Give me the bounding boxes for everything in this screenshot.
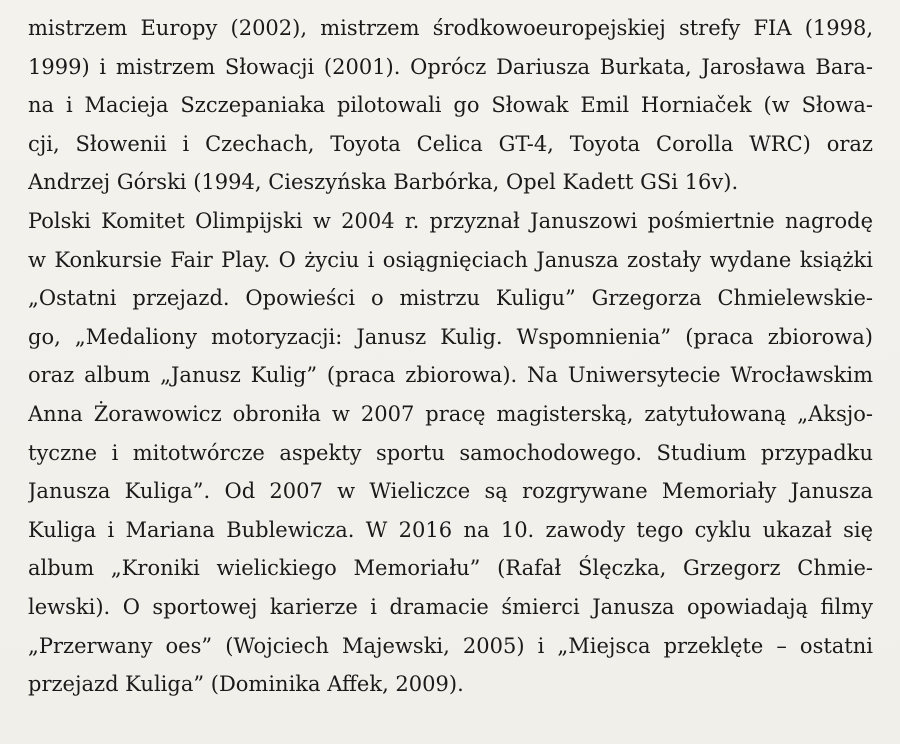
body-text: [28, 9, 873, 704]
text-line: tyczne i mitotwórcze aspekty sportu samochodowego. Studium przypadku: [28, 440, 873, 465]
text-line: na i Macieja Szczepaniaka pilotowali go Słowak Emil Horniaček (w Słowa-: [28, 93, 873, 118]
text-line: Andrzej Górski (1994, Cieszyńska Barbórka, Opel Kadett GSi 16v).: [28, 170, 739, 195]
text-line: „Ostatni przejazd. Opowieści o mistrzu Kuligu” Grzegorza Chmielewskie-: [28, 286, 873, 311]
text-line: mistrzem Europy (2002), mistrzem środkowoeuropejskiej strefy FIA (1998,: [28, 16, 873, 40]
text-line: cji, Słowenii i Czechach, Toyota Celica GT-4, Toyota Corolla WRC) oraz: [28, 131, 873, 156]
text-line: lewski). O sportowej karierze i dramacie śmierci Janusza opowiadają filmy: [28, 594, 873, 619]
text-line: „Przerwany oes” (Wojciech Majewski, 2005) i „Miejsca przeklęte – ostatni: [28, 633, 873, 658]
text-line: go, „Medaliony motoryzacji: Janusz Kulig. Wspomnienia” (praca zbiorowa): [28, 324, 873, 349]
text-line: Anna Żorawowicz obroniła w 2007 pracę magisterską, zatytułowaną „Aksjo-: [28, 401, 873, 426]
text-line: album „Kroniki wielickiego Memoriału” (Rafał Ślęczka, Grzegorz Chmie-: [28, 556, 873, 581]
text-line: 1999) i mistrzem Słowacji (2001). Oprócz Dariusza Burkata, Jarosława Bara-: [28, 54, 873, 79]
text-line: Kuliga i Mariana Bublewicza. W 2016 na 10. zawody tego cyklu ukazał się: [28, 517, 873, 542]
text-line: przejazd Kuliga” (Dominika Affek, 2009).: [28, 672, 464, 697]
text-line: Janusza Kuliga”. Od 2007 w Wieliczce są rozgrywane Memoriały Janusza: [28, 479, 873, 504]
text-line: oraz album „Janusz Kulig” (praca zbiorowa). Na Uniwersytecie Wrocławskim: [28, 363, 873, 388]
text-line: w Konkursie Fair Play. O życiu i osiągnięciach Janusza zostały wydane książki: [28, 247, 873, 272]
text-line: Polski Komitet Olimpijski w 2004 r. przyznał Januszowi pośmiertnie nagrodę: [28, 208, 873, 233]
